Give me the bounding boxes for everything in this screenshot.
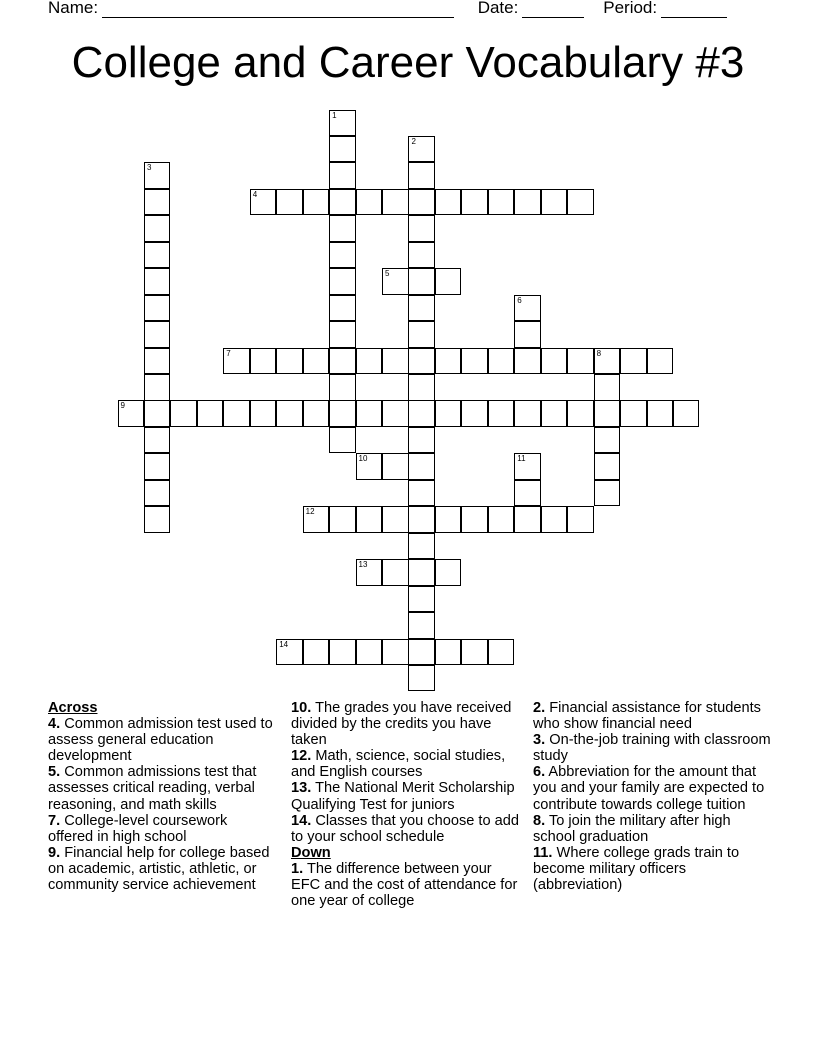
- grid-cell[interactable]: [567, 506, 594, 533]
- clue-across-12: 12. Math, science, social studies, and English courses: [291, 748, 506, 781]
- grid-cell[interactable]: [144, 400, 171, 427]
- clue-across-7: 7. College-level coursework offered in high school: [48, 812, 228, 845]
- grid-cell[interactable]: [514, 348, 541, 375]
- grid-cell[interactable]: [435, 559, 462, 586]
- grid-cell[interactable]: [223, 348, 250, 375]
- grid-cell[interactable]: [356, 506, 383, 533]
- clue-number: 2: [411, 136, 416, 146]
- grid-cell[interactable]: [488, 639, 515, 666]
- clue-number: 10: [358, 454, 368, 464]
- clue-number: 12: [305, 507, 315, 517]
- grid-cell[interactable]: [594, 480, 621, 507]
- grid-cell[interactable]: [541, 348, 568, 375]
- grid-cell[interactable]: [620, 348, 647, 375]
- grid-cell[interactable]: [382, 639, 409, 666]
- grid-cell[interactable]: [514, 295, 541, 322]
- grid-cell[interactable]: [567, 348, 594, 375]
- grid-cell[interactable]: [567, 189, 594, 216]
- grid-cell[interactable]: [408, 215, 435, 242]
- grid-cell[interactable]: [408, 374, 435, 401]
- grid-cell[interactable]: [461, 189, 488, 216]
- across-heading: Across: [48, 700, 98, 716]
- grid-cell[interactable]: [382, 268, 409, 295]
- grid-cell[interactable]: [303, 348, 330, 375]
- name-label: Name:: [48, 0, 99, 17]
- grid-cell[interactable]: [541, 189, 568, 216]
- grid-cell[interactable]: [594, 374, 621, 401]
- grid-cell[interactable]: [329, 242, 356, 269]
- grid-cell[interactable]: [408, 559, 435, 586]
- clue-down-8: 8. To join the military after high school graduation: [533, 812, 731, 845]
- clue-number: 11: [517, 454, 526, 464]
- grid-cell[interactable]: [408, 189, 435, 216]
- clue-number: 9: [120, 401, 125, 411]
- grid-cell[interactable]: [276, 400, 303, 427]
- grid-cell[interactable]: [329, 110, 356, 137]
- grid-cell[interactable]: [144, 268, 171, 295]
- period-label: Period:: [603, 0, 658, 17]
- grid-cell[interactable]: [408, 453, 435, 480]
- grid-cell[interactable]: [461, 506, 488, 533]
- grid-cell[interactable]: [620, 400, 647, 427]
- grid-cell[interactable]: [382, 189, 409, 216]
- grid-cell[interactable]: [408, 162, 435, 189]
- grid-cell[interactable]: [329, 427, 356, 454]
- grid-cell[interactable]: [118, 400, 145, 427]
- grid-cell[interactable]: [541, 506, 568, 533]
- grid-cell[interactable]: [144, 162, 171, 189]
- clue-down-3: 3. On-the-job training with classroom study: [533, 732, 771, 765]
- grid-cell[interactable]: [594, 400, 621, 427]
- grid-cell[interactable]: [329, 639, 356, 666]
- grid-cell[interactable]: [144, 295, 171, 322]
- grid-cell[interactable]: [514, 321, 541, 348]
- grid-cell[interactable]: [594, 453, 621, 480]
- grid-cell[interactable]: [356, 348, 383, 375]
- grid-cell[interactable]: [461, 348, 488, 375]
- grid-cell[interactable]: [329, 400, 356, 427]
- grid-cell[interactable]: [673, 400, 700, 427]
- grid-cell[interactable]: [144, 321, 171, 348]
- clue-column-2: [291, 700, 521, 909]
- grid-cell[interactable]: [514, 400, 541, 427]
- grid-cell[interactable]: [488, 506, 515, 533]
- clue-across-13: 13. The National Merit Scholarship Qualifying Test for juniors: [291, 780, 515, 813]
- grid-cell[interactable]: [144, 215, 171, 242]
- grid-cell[interactable]: [514, 480, 541, 507]
- grid-cell[interactable]: [329, 268, 356, 295]
- grid-cell[interactable]: [461, 639, 488, 666]
- grid-cell[interactable]: [356, 400, 383, 427]
- clue-number: 14: [279, 639, 289, 649]
- grid-cell[interactable]: [408, 242, 435, 269]
- grid-cell[interactable]: [408, 612, 435, 639]
- clue-number: 7: [226, 348, 231, 358]
- clue-column-3: [533, 700, 773, 893]
- grid-cell[interactable]: [144, 242, 171, 269]
- grid-cell[interactable]: [144, 374, 171, 401]
- grid-cell[interactable]: [408, 586, 435, 613]
- grid-cell[interactable]: [647, 400, 674, 427]
- grid-cell[interactable]: [356, 639, 383, 666]
- grid-cell[interactable]: [382, 506, 409, 533]
- grid-cell[interactable]: [382, 348, 409, 375]
- grid-cell[interactable]: [435, 268, 462, 295]
- grid-cell[interactable]: [329, 321, 356, 348]
- grid-cell[interactable]: [514, 453, 541, 480]
- grid-cell[interactable]: [408, 480, 435, 507]
- grid-cell[interactable]: [144, 453, 171, 480]
- grid-cell[interactable]: [250, 348, 277, 375]
- grid-cell[interactable]: [567, 400, 594, 427]
- grid-cell[interactable]: [541, 400, 568, 427]
- grid-cell[interactable]: [303, 506, 330, 533]
- clue-down-2: 2. Financial assistance for students who show financial need: [533, 700, 761, 733]
- grid-cell[interactable]: [276, 639, 303, 666]
- clue-number: 6: [517, 295, 522, 305]
- grid-cell[interactable]: [408, 295, 435, 322]
- grid-cell[interactable]: [144, 480, 171, 507]
- grid-cell[interactable]: [303, 189, 330, 216]
- grid-cell[interactable]: [250, 400, 277, 427]
- clue-number: 8: [596, 348, 602, 358]
- grid-cell[interactable]: [461, 400, 488, 427]
- clue-down-6: 6. Abbreviation for the amount that you and your family are expected to contribute towards college tuition: [533, 764, 765, 813]
- clue-number: 1: [332, 110, 337, 120]
- grid-cell[interactable]: [144, 427, 171, 454]
- grid-cell[interactable]: [408, 533, 435, 560]
- grid-cell[interactable]: [223, 400, 250, 427]
- grid-cell[interactable]: [408, 506, 435, 533]
- grid-cell[interactable]: [144, 348, 171, 375]
- grid-cell[interactable]: [382, 453, 409, 480]
- down-heading: Down: [291, 844, 331, 861]
- grid-cell[interactable]: [329, 506, 356, 533]
- grid-cell[interactable]: [514, 189, 541, 216]
- grid-cell[interactable]: [408, 427, 435, 454]
- grid-cell[interactable]: [435, 639, 462, 666]
- clue-number: 5: [385, 269, 390, 279]
- grid-cell[interactable]: [356, 453, 383, 480]
- grid-cell[interactable]: [303, 400, 330, 427]
- clue-column-1: [48, 700, 273, 893]
- clue-across-10: 10. The grades you have received divided by the credits you have taken: [291, 700, 512, 749]
- grid-cell[interactable]: [408, 321, 435, 348]
- clue-down-1: 1. The difference between your EFC and the cost of attendance for one year of college: [291, 860, 518, 910]
- clue-down-11: 11. Where college grads train to become military officers (abbreviation): [533, 844, 740, 894]
- grid-cell[interactable]: [514, 506, 541, 533]
- grid-cell[interactable]: [276, 348, 303, 375]
- grid-cell[interactable]: [303, 639, 330, 666]
- grid-cell[interactable]: [382, 400, 409, 427]
- grid-cell[interactable]: [329, 215, 356, 242]
- clue-number: 13: [358, 560, 368, 570]
- grid-cell[interactable]: [408, 268, 435, 295]
- grid-cell[interactable]: [170, 400, 197, 427]
- grid-cell[interactable]: [594, 427, 621, 454]
- grid-cell[interactable]: [594, 348, 621, 375]
- grid-cell[interactable]: [647, 348, 674, 375]
- clue-across-9: 9. Financial help for college based on academic, artistic, athletic, or community service achievement: [48, 844, 270, 894]
- grid-cell[interactable]: [197, 400, 224, 427]
- grid-cell[interactable]: [276, 189, 303, 216]
- grid-cell[interactable]: [329, 374, 356, 401]
- grid-cell[interactable]: [408, 136, 435, 163]
- clue-across-4: 4. Common admission test used to assess general education development: [48, 716, 273, 765]
- grid-cell[interactable]: [408, 665, 435, 692]
- clue-across-14: 14. Classes that you choose to add to your school schedule: [291, 812, 519, 845]
- grid-cell[interactable]: [408, 348, 435, 375]
- grid-cell[interactable]: [250, 189, 277, 216]
- grid-cell[interactable]: [329, 295, 356, 322]
- grid-cell[interactable]: [488, 189, 515, 216]
- grid-cell[interactable]: [144, 189, 171, 216]
- date-label: Date:: [477, 0, 519, 17]
- grid-cell[interactable]: [329, 348, 356, 375]
- grid-cell[interactable]: [329, 136, 356, 163]
- grid-cell[interactable]: [435, 348, 462, 375]
- grid-cell[interactable]: [356, 189, 383, 216]
- clue-number: 4: [252, 189, 258, 199]
- grid-cell[interactable]: [356, 559, 383, 586]
- grid-cell[interactable]: [435, 189, 462, 216]
- grid-cell[interactable]: [435, 400, 462, 427]
- clue-number: 3: [146, 163, 152, 173]
- grid-cell[interactable]: [329, 162, 356, 189]
- grid-cell[interactable]: [329, 189, 356, 216]
- grid-cell[interactable]: [488, 348, 515, 375]
- grid-cell[interactable]: [382, 559, 409, 586]
- grid-cell[interactable]: [408, 639, 435, 666]
- page-title: College and Career Vocabulary #3: [71, 38, 745, 87]
- grid-cell[interactable]: [144, 506, 171, 533]
- grid-cell[interactable]: [488, 400, 515, 427]
- grid-cell[interactable]: [435, 506, 462, 533]
- clue-across-5: 5. Common admissions test that assesses critical reading, verbal reasoning, and math skills: [48, 764, 257, 813]
- grid-cell[interactable]: [408, 400, 435, 427]
